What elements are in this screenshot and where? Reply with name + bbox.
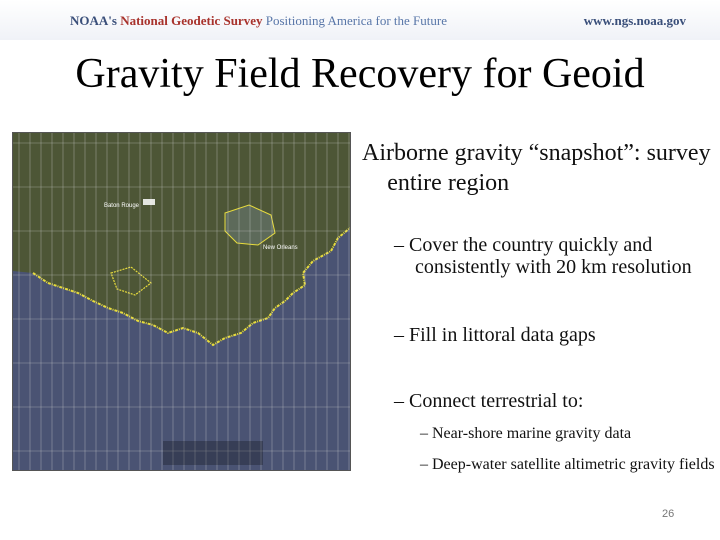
map-label-new-orleans: New Orleans bbox=[263, 245, 298, 251]
sub-bullet-littoral-gaps: – Fill in littoral data gaps bbox=[394, 324, 596, 346]
airborne-survey-map bbox=[12, 132, 351, 471]
slide-header-bar bbox=[0, 0, 720, 40]
bullet-airborne-gravity: Airborne gravity “snapshot”: survey entire region bbox=[362, 140, 711, 196]
map-credits-box bbox=[163, 441, 263, 465]
header-noaa: NOAA's bbox=[70, 13, 117, 28]
sub-bullet-connect-terrestrial: – Connect terrestrial to: bbox=[394, 390, 584, 412]
map-label-baton-rouge: Baton Rouge bbox=[103, 203, 139, 209]
map-graphic bbox=[13, 133, 350, 470]
sub-sub-bullet-deep-water: – Deep-water satellite altimetric gravity fields bbox=[420, 456, 715, 473]
page-number: 26 bbox=[662, 508, 675, 520]
header-branding bbox=[70, 13, 447, 29]
header-url: www.ngs.noaa.gov bbox=[583, 13, 686, 28]
baton-rouge-marker bbox=[143, 199, 155, 205]
slide-title: Gravity Field Recovery for Geoid bbox=[75, 51, 645, 97]
sub-bullet-cover-country: – Cover the country quickly and consistently with 20 km resolution bbox=[394, 234, 692, 278]
header-ngs: National Geodetic Survey bbox=[120, 13, 263, 28]
header-tagline: Positioning America for the Future bbox=[265, 13, 447, 28]
sub-sub-bullet-near-shore: – Near-shore marine gravity data bbox=[420, 425, 632, 442]
